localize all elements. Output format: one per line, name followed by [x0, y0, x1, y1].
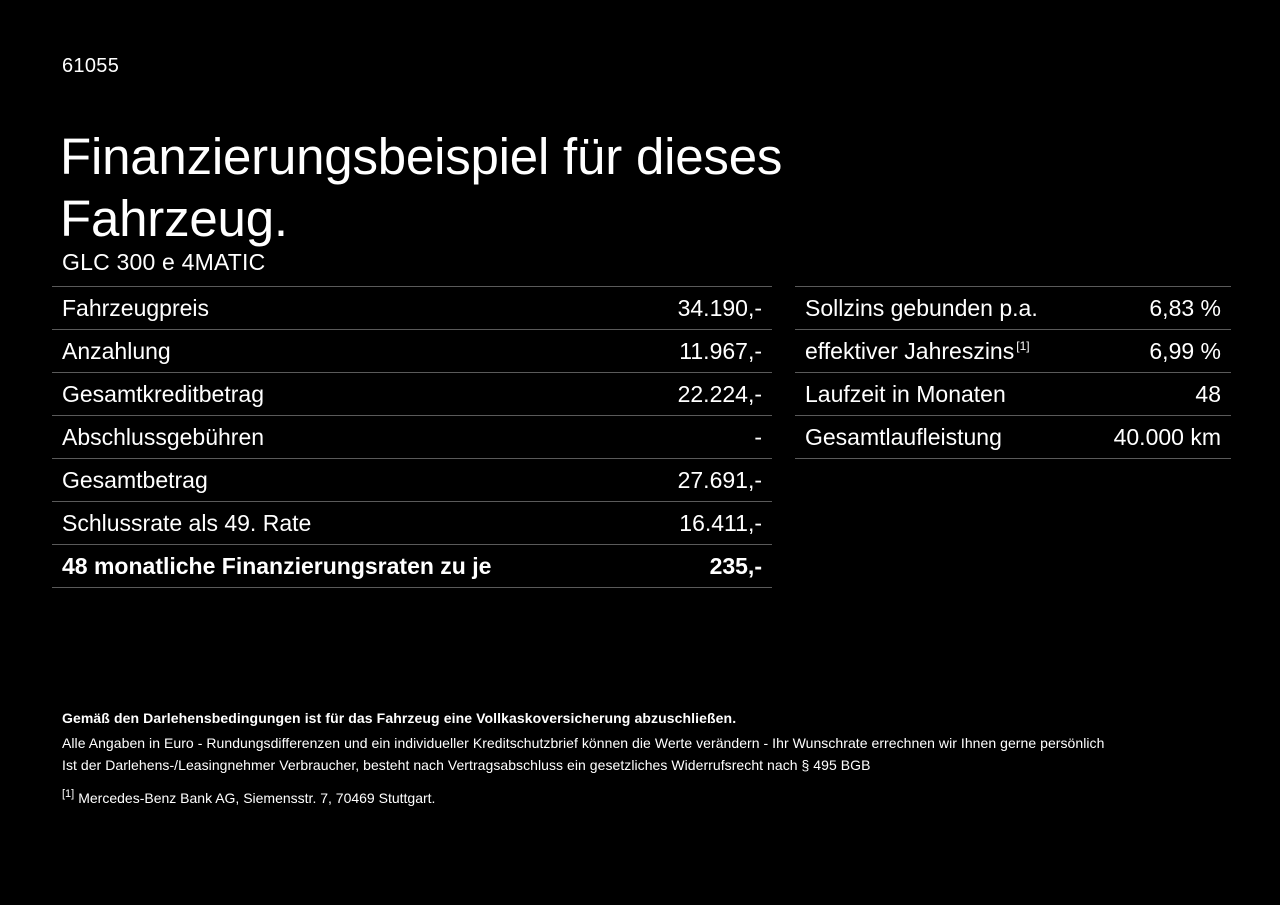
- vehicle-model: GLC 300 e 4MATIC: [62, 249, 266, 275]
- row-value: 6,83 %: [1085, 287, 1231, 330]
- disclaimer-line-2: Ist der Darlehens-/Leasingnehmer Verbraucher, besteht nach Vertragsabschluss ein gesetzliches Widerrufsrecht nach § 495 BGB: [62, 757, 871, 773]
- footnote-marker: [1]: [62, 788, 75, 801]
- page-title-line-2: Fahrzeug.: [60, 190, 288, 248]
- footnote-marker: [1]: [1016, 338, 1030, 353]
- row-value: 34.190,-: [636, 287, 772, 330]
- row-label: Anzahlung: [52, 330, 636, 373]
- row-value: 235,-: [636, 545, 772, 588]
- row-value: 48: [1085, 373, 1231, 416]
- financing-terms-table: [795, 286, 1231, 459]
- row-label: Gesamtlaufleistung: [805, 423, 1002, 450]
- row-label: Abschlussgebühren: [52, 416, 636, 459]
- disclaimer-line-1: Alle Angaben in Euro - Rundungsdifferenzen und ein individueller Kreditschutzbrief können die Werte verändern - Ihr Wunschrate errechnen wir Ihnen gerne persönlich: [62, 735, 1105, 751]
- reference-number: 61055: [62, 55, 120, 77]
- row-value: 27.691,-: [636, 459, 772, 502]
- financing-details-table: [52, 286, 772, 588]
- table-row: [52, 459, 772, 502]
- row-label: Schlussrate als 49. Rate: [52, 502, 636, 545]
- row-label: effektiver Jahreszins: [805, 337, 1015, 364]
- row-label: Gesamtkreditbetrag: [52, 373, 636, 416]
- table-row: [52, 502, 772, 545]
- table-row-monthly-rate: [52, 545, 772, 588]
- table-row: [52, 416, 772, 459]
- table-row: [52, 373, 772, 416]
- table-row: [795, 416, 1231, 459]
- row-value: 40.000 km: [1085, 416, 1231, 459]
- row-label: 48 monatliche Finanzierungsraten zu je: [52, 545, 636, 588]
- row-value: 22.224,-: [636, 373, 772, 416]
- legal-entity-note: [62, 790, 1212, 806]
- table-row: [52, 287, 772, 330]
- row-label: Sollzins gebunden p.a.: [805, 294, 1038, 321]
- row-label: Gesamtbetrag: [52, 459, 636, 502]
- table-row: [795, 330, 1231, 373]
- insurance-note: Gemäß den Darlehensbedingungen ist für das Fahrzeug eine Vollkaskoversicherung abzuschließen.: [62, 710, 737, 726]
- table-row: [795, 373, 1231, 416]
- row-value: 16.411,-: [636, 502, 772, 545]
- row-value: -: [636, 416, 772, 459]
- row-value: 11.967,-: [636, 330, 772, 373]
- row-label: Fahrzeugpreis: [52, 287, 636, 330]
- legal-entity-text: Mercedes-Benz Bank AG, Siemensstr. 7, 70469 Stuttgart.: [78, 790, 436, 806]
- footnotes: [62, 710, 1212, 806]
- table-row: [52, 330, 772, 373]
- row-value: 6,99 %: [1085, 330, 1231, 373]
- page-title: [60, 126, 960, 250]
- page-title-line-1: Finanzierungsbeispiel für dieses: [60, 128, 783, 186]
- table-row: [795, 287, 1231, 330]
- row-label: Laufzeit in Monaten: [805, 380, 1006, 407]
